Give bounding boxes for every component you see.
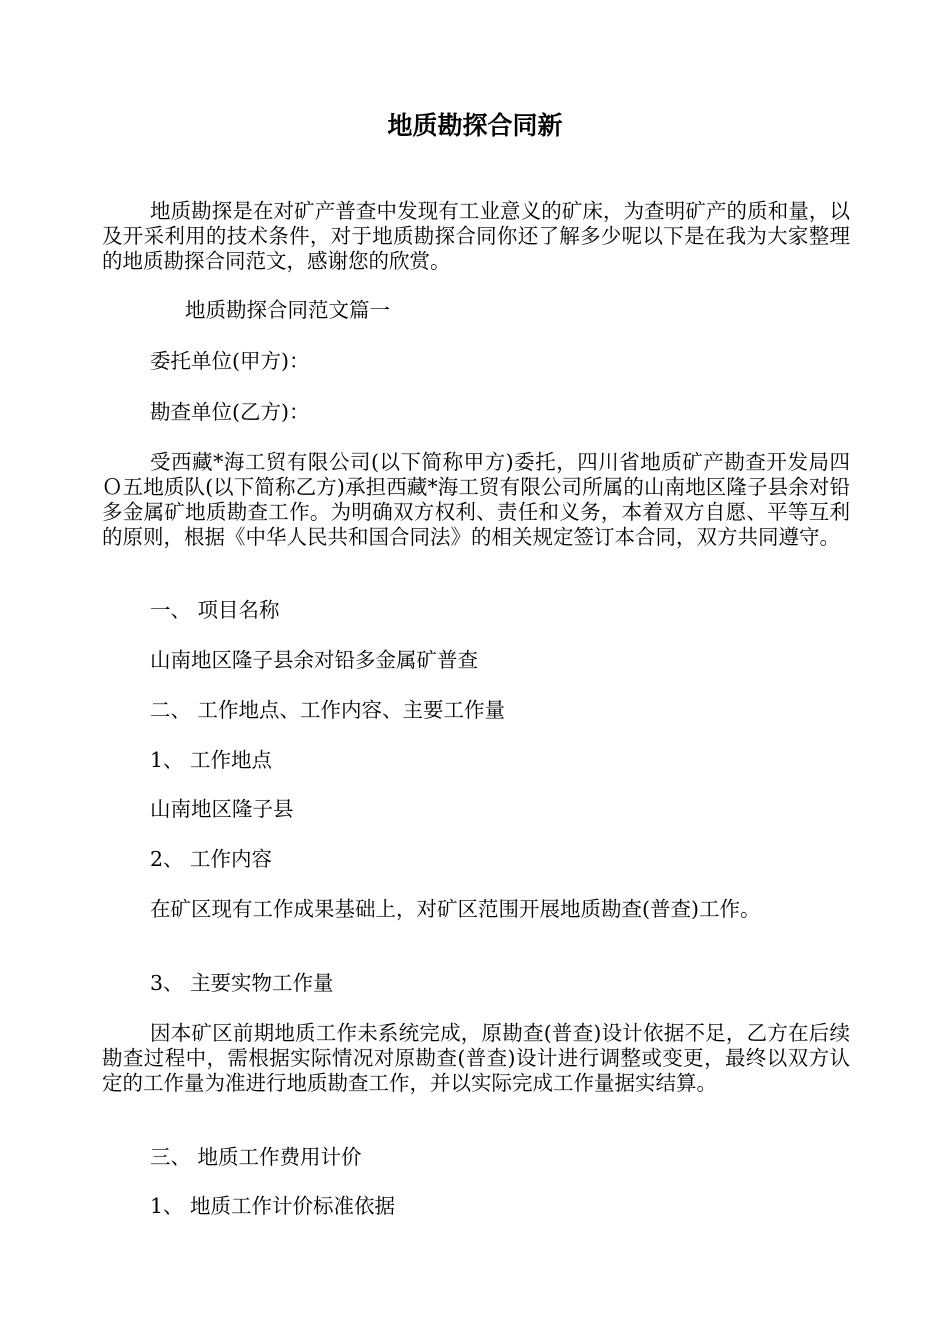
item2-2-text: 在矿区现有工作成果基础上，对矿区范围开展地质勘查(普查)工作。	[150, 897, 761, 921]
intro-paragraph: 地质勘探是在对矿产普查中发现有工业意义的矿床，为查明矿产的质和量，以及开采利用的技术条件，对于地质勘探合同你还了解多少呢以下是在我为大家整理的地质勘探合同范文，感谢您的欣赏。	[102, 199, 850, 273]
party-b-line: 勘查单位(乙方)：	[150, 400, 310, 424]
item2-1-text: 山南地区隆子县	[150, 797, 294, 821]
item2-3-heading: 3、 主要实物工作量	[150, 971, 334, 995]
item2-3-text: 因本矿区前期地质工作未系统完成，原勘查(普查)设计依据不足，乙方在后续勘查过程中，需根据实际情况对原勘查(普查)设计进行调整或变更，最终以双方认定的工作量为准进行地质勘查工作，并以实际完成工作量据实结算。	[102, 1021, 850, 1095]
item2-1-heading: 1、 工作地点	[150, 748, 273, 772]
item1-text: 山南地区隆子县余对铅多金属矿普查	[150, 648, 478, 672]
item3-1-heading: 1、 地质工作计价标准依据	[150, 1194, 396, 1218]
item2-2-heading: 2、 工作内容	[150, 847, 273, 871]
document-title: 地质勘探合同新	[387, 111, 563, 140]
item1-heading: 一、 项目名称	[150, 598, 280, 622]
item3-heading: 三、 地质工作费用计价	[150, 1145, 362, 1169]
item2-heading: 二、 工作地点、工作内容、主要工作量	[150, 698, 506, 722]
section-heading: 地质勘探合同范文篇一	[185, 298, 390, 322]
party-a-line: 委托单位(甲方)：	[150, 349, 310, 373]
agreement-paragraph: 受西藏*海工贸有限公司(以下简称甲方)委托，四川省地质矿产勘查开发局四Ｏ五地质队(以下简称乙方)承担西藏*海工贸有限公司所属的山南地区隆子县余对铅多金属矿地质勘查工作。为明确双方权利、责任和义务，本着双方自愿、平等互利的原则，根据《中华人民共和国合同法》的相关规定签订本合同，双方共同遵守。	[102, 450, 850, 549]
